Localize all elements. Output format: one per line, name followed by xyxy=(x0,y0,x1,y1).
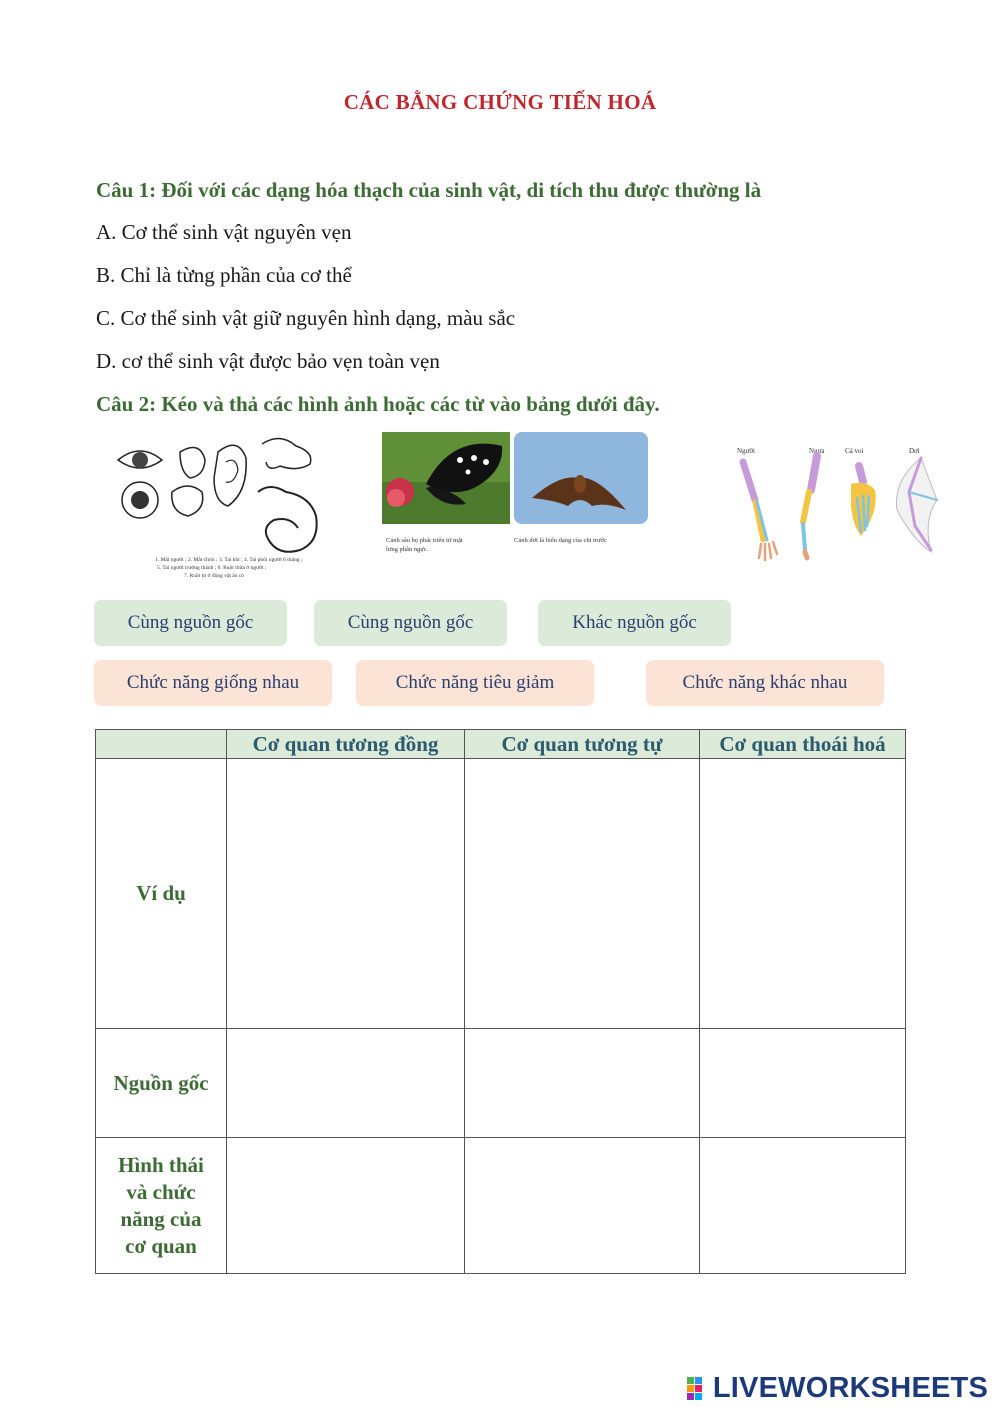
chip-cung-nguon-goc-1[interactable]: Cùng nguồn gốc xyxy=(94,600,287,646)
chip-chuc-nang-giong-nhau[interactable]: Chức năng giống nhau xyxy=(94,660,332,706)
butterfly-bat-photos-icon xyxy=(382,432,648,560)
vestigial-caption-line2: 5. Tai người trưởng thành ; 6. Ruột thừa ở người ; xyxy=(157,565,267,571)
chip-chuc-nang-khac-nhau[interactable]: Chức năng khác nhau xyxy=(646,660,884,706)
butterfly-caption-line1: Cánh sâu bọ phát triển từ mặt xyxy=(386,537,463,544)
chip-chuc-nang-tieu-giam[interactable]: Chức năng tiêu giảm xyxy=(356,660,594,706)
row3-line3: năng của xyxy=(120,1206,202,1231)
vestigial-caption-line1: 1. Mắt người ; 2. Mắt chim ; 3. Tai khỉ ; 4. Tai phôi người 6 tháng ; xyxy=(155,557,303,563)
drop-cell-hinh-thai-tuong-tu[interactable] xyxy=(465,1138,700,1274)
header-tuong-tu: Cơ quan tương tự xyxy=(465,730,700,759)
bat-caption: Cánh dơi là biến dạng của chi trước xyxy=(514,537,607,544)
question-1: Câu 1: Đối với các dạng hóa thạch của sinh vật, di tích thu được thường là xyxy=(96,178,762,202)
option-a[interactable]: A. Cơ thể sinh vật nguyên vẹn xyxy=(96,220,352,244)
table-row xyxy=(96,1029,906,1138)
option-d[interactable]: D. cơ thể sinh vật được bảo vẹn toàn vẹn xyxy=(96,349,440,373)
question-2: Câu 2: Kéo và thả các hình ảnh hoặc các từ vào bảng dưới đây. xyxy=(96,392,660,416)
comparison-table xyxy=(95,729,906,1274)
drop-cell-nguon-goc-tuong-dong[interactable] xyxy=(227,1029,465,1138)
liveworksheets-logo-icon xyxy=(687,1377,711,1401)
header-thoai-hoa: Cơ quan thoái hoá xyxy=(700,730,906,759)
drop-cell-hinh-thai-tuong-dong[interactable] xyxy=(227,1138,465,1274)
label-whale: Cá voi xyxy=(845,447,864,455)
label-horse: Ngựa xyxy=(809,447,825,455)
row3-line2: và chức xyxy=(126,1179,196,1204)
vestigial-organs-image[interactable] xyxy=(110,432,335,580)
logo-text: LIVEWORKSHEETS xyxy=(712,1372,988,1404)
drop-cell-nguon-goc-thoai-hoa[interactable] xyxy=(700,1029,906,1138)
vestigial-caption-line3: 7. Ruột tịt ở động vật ăn cỏ xyxy=(184,573,245,579)
label-bat: Dơi xyxy=(909,447,920,455)
drop-cell-nguon-goc-tuong-tu[interactable] xyxy=(465,1029,700,1138)
table-row xyxy=(96,759,906,1029)
drop-cell-vi-du-thoai-hoa[interactable] xyxy=(700,759,906,1029)
row3-line4: cơ quan xyxy=(125,1233,197,1258)
table-row xyxy=(96,1138,906,1274)
drop-cell-vi-du-tuong-dong[interactable] xyxy=(227,759,465,1029)
vestigial-organs-diagram-icon xyxy=(110,432,335,580)
header-tuong-dong: Cơ quan tương đồng xyxy=(227,730,465,759)
table-header-row xyxy=(96,730,906,759)
row3-line1: Hình thái xyxy=(118,1152,204,1177)
row-label-vi-du: Ví dụ xyxy=(96,759,227,1029)
row-label-hinh-thai xyxy=(96,1138,227,1274)
analogous-organs-image[interactable] xyxy=(382,432,648,560)
option-c[interactable]: C. Cơ thể sinh vật giữ nguyên hình dạng, màu sắc xyxy=(96,306,516,330)
drop-cell-hinh-thai-thoai-hoa[interactable] xyxy=(700,1138,906,1274)
page-title: CÁC BẰNG CHỨNG TIẾN HOÁ xyxy=(343,90,657,114)
drop-cell-vi-du-tuong-tu[interactable] xyxy=(465,759,700,1029)
chip-khac-nguon-goc[interactable]: Khác nguồn gốc xyxy=(538,600,731,646)
liveworksheets-logo xyxy=(687,1372,988,1405)
label-human: Người xyxy=(737,447,755,455)
forelimb-bones-diagram-icon xyxy=(733,440,938,565)
butterfly-caption-line2: lưng phần ngực. xyxy=(386,546,429,553)
chip-cung-nguon-goc-2[interactable]: Cùng nguồn gốc xyxy=(314,600,507,646)
option-b[interactable]: B. Chỉ là từng phần của cơ thể xyxy=(96,263,352,287)
homologous-organs-image[interactable] xyxy=(733,440,938,565)
row-label-nguon-goc: Nguồn gốc xyxy=(96,1029,227,1138)
header-empty xyxy=(96,730,227,759)
